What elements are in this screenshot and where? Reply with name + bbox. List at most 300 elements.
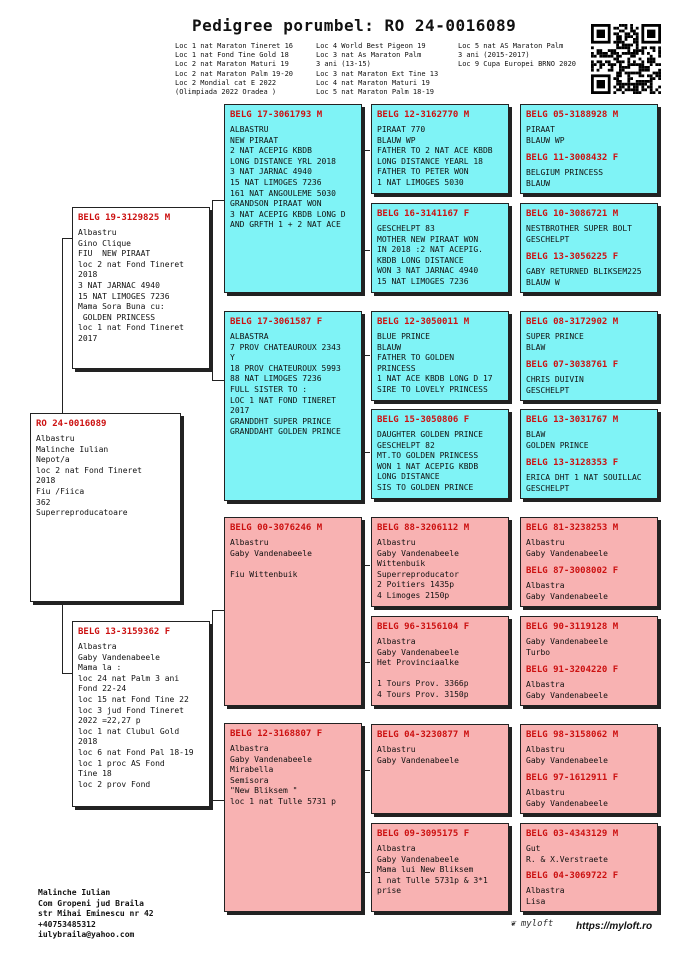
qr-module — [630, 55, 633, 58]
qr-module — [636, 27, 639, 30]
qr-module — [633, 72, 636, 75]
qr-module — [627, 46, 630, 49]
card-line: 2022 =22,27 p — [78, 716, 141, 726]
qr-module — [613, 49, 616, 52]
qr-module — [650, 83, 653, 86]
qr-module — [647, 86, 650, 89]
card-ggp-12 — [520, 660, 658, 706]
qr-module — [658, 72, 661, 75]
qr-module — [636, 83, 639, 86]
card-line: ALBASTRA — [230, 332, 269, 341]
card-line: GESCHELPT 83 — [377, 224, 435, 233]
qr-module — [625, 46, 628, 49]
qr-module — [636, 91, 639, 94]
qr-module — [591, 63, 594, 66]
achievement-line: Loc 2 nat Maraton Maturi 19 — [175, 60, 289, 69]
qr-module — [627, 77, 630, 80]
card-line: MOTHER NEW PIRAAT WON — [377, 234, 479, 244]
qr-module — [619, 83, 622, 86]
ring-number: BELG 05-3188928 M — [526, 110, 619, 120]
card-line: Albastru — [230, 538, 269, 547]
qr-module — [655, 74, 658, 77]
qr-module — [641, 86, 644, 89]
qr-module — [591, 55, 594, 58]
qr-module — [650, 74, 653, 77]
qr-module — [616, 77, 619, 80]
qr-module — [616, 44, 619, 47]
qr-module — [611, 69, 614, 72]
qr-module — [636, 35, 639, 38]
qr-module — [625, 88, 628, 91]
ring-number: BELG 13-3031767 M — [526, 415, 619, 425]
ring-number: BELG 13-3128353 F — [526, 458, 619, 468]
card-line: Albastra — [526, 581, 565, 590]
card-dds — [371, 724, 509, 814]
ring-number: BELG 11-3008432 F — [526, 153, 619, 163]
qr-module — [636, 72, 639, 75]
qr-module — [627, 44, 630, 47]
card-line: FATHER TO PETER WON — [377, 167, 469, 177]
qr-module — [644, 69, 647, 72]
achievement-line: (Olimpiada 2022 Oradea ) — [175, 88, 277, 97]
qr-module — [655, 72, 658, 75]
qr-module — [636, 32, 639, 35]
card-line: Gaby Vandenabeele — [377, 548, 459, 558]
card-line: loc 1 nat Clubul Gold — [78, 726, 180, 736]
card-line: GRANDDHT SUPER PRINCE — [230, 416, 332, 426]
card-line: 161 NAT ANGOULEME 5030 — [230, 188, 336, 198]
qr-finder — [597, 80, 605, 88]
card-line: Albastru — [78, 228, 117, 237]
qr-module — [625, 72, 628, 75]
ring-number: BELG 15-3050806 F — [377, 415, 470, 425]
qr-module — [627, 32, 630, 35]
card-line: 2018 — [78, 737, 98, 747]
card-line: SUPER PRINCE — [526, 332, 584, 341]
qr-module — [653, 58, 656, 61]
qr-module — [630, 52, 633, 55]
connector — [212, 200, 213, 380]
qr-module — [602, 52, 605, 55]
qr-module — [622, 46, 625, 49]
qr-module — [611, 66, 614, 69]
card-line: Semisora — [230, 775, 269, 785]
qr-module — [639, 49, 642, 52]
qr-module — [622, 60, 625, 63]
owner-contact — [38, 888, 154, 941]
ring-number: BELG 13-3159362 F — [78, 627, 171, 637]
qr-module — [658, 77, 661, 80]
card-line: SIRE TO LOVELY PRINCESS — [377, 384, 488, 394]
card-line: GRANDDAHT GOLDEN PRINCE — [230, 427, 341, 437]
card-line: 2017 — [78, 333, 98, 343]
card-line: loc 2 nat Fond Tineret — [78, 259, 184, 269]
ring-number: BELG 07-3038761 F — [526, 360, 619, 370]
qr-module — [597, 69, 600, 72]
qr-module — [616, 83, 619, 86]
qr-module — [622, 44, 625, 47]
qr-module — [639, 83, 642, 86]
achievement-line: Loc 1 nat Fond Tine Gold 18 — [175, 51, 289, 60]
qr-module — [619, 46, 622, 49]
qr-module — [591, 69, 594, 72]
qr-module — [641, 74, 644, 77]
qr-module — [605, 52, 608, 55]
qr-module — [619, 60, 622, 63]
qr-module — [625, 35, 628, 38]
card-line: FIU NEW PIRAAT — [78, 249, 151, 259]
card-line: DAUGHTER GOLDEN PRINCE — [377, 430, 483, 439]
qr-module — [594, 63, 597, 66]
qr-module — [630, 30, 633, 33]
card-line: Mama Sora Buna cu: — [78, 302, 165, 312]
qr-module — [658, 86, 661, 89]
qr-module — [605, 60, 608, 63]
card-line: 4 Tours Prov. 3150p — [377, 689, 469, 699]
card-line: BLAUW — [526, 178, 551, 188]
qr-module — [641, 80, 644, 83]
qr-module — [616, 58, 619, 61]
card-line: loc 1 proc AS Fond — [78, 758, 165, 768]
ring-number: BELG 98-3158062 M — [526, 730, 619, 740]
qr-module — [636, 44, 639, 47]
card-line: loc 2 nat Fond Tineret — [36, 465, 142, 475]
card-line: Mirabella — [230, 765, 274, 775]
qr-module — [653, 60, 656, 63]
card-line: R. & X.Verstraete — [526, 854, 608, 864]
qr-module — [627, 86, 630, 89]
qr-module — [602, 55, 605, 58]
qr-module — [650, 80, 653, 83]
qr-module — [622, 52, 625, 55]
card-line: 2018 — [36, 476, 56, 486]
qr-module — [622, 41, 625, 44]
qr-module — [627, 88, 630, 91]
card-line: prise — [377, 886, 402, 896]
qr-module — [619, 24, 622, 27]
site-link[interactable]: https://myloft.ro — [576, 921, 653, 932]
card-ggp-4 — [520, 247, 658, 293]
connector — [362, 662, 370, 663]
card-line: Gaby Vandenabeele — [526, 548, 608, 558]
card-line: Gaby Vandenabeele — [377, 854, 459, 864]
card-line: GOLDEN PRINCESS — [78, 312, 156, 322]
achievement-line: Loc 9 Cupa Europei BRNO 2020 — [458, 60, 577, 69]
card-line: 3 NAT ACEPIG KBDB LONG D — [230, 209, 346, 219]
qr-module — [619, 69, 622, 72]
qr-module — [616, 74, 619, 77]
connector — [212, 800, 224, 801]
achievements-col-1 — [175, 42, 293, 97]
card-line: GOLDEN PRINCE — [526, 440, 589, 450]
qr-module — [616, 88, 619, 91]
qr-module — [597, 60, 600, 63]
connector — [62, 238, 72, 239]
qr-module — [597, 49, 600, 52]
card-line: loc 15 nat Fond Tine 22 — [78, 694, 189, 704]
qr-module — [619, 55, 622, 58]
qr-module — [616, 32, 619, 35]
card-line: Het Provinciaalke — [377, 658, 459, 668]
qr-module — [650, 60, 653, 63]
card-line: LONG DISTANCE YRL 2018 — [230, 156, 336, 166]
qr-module — [647, 60, 650, 63]
card-line: Albastru — [526, 538, 565, 547]
contact-line: str Mihai Eminescu nr 42 — [38, 909, 154, 918]
qr-module — [602, 63, 605, 66]
card-line: GRANDSON PIRAAT WON — [230, 199, 322, 209]
card-line: FATHER TO 2 NAT ACE KBDB — [377, 146, 493, 156]
card-line: "New Bliksem " — [230, 786, 298, 796]
qr-module — [599, 52, 602, 55]
ring-number: BELG 13-3056225 F — [526, 252, 619, 262]
qr-module — [653, 49, 656, 52]
qr-module — [625, 44, 628, 47]
qr-module — [647, 80, 650, 83]
card-line: BLAUW W — [526, 277, 560, 287]
card-line: SIS TO GOLDEN PRINCE — [377, 482, 474, 492]
qr-module — [613, 27, 616, 30]
card-line: IN 2018 :2 NAT ACEPIG. — [377, 245, 483, 255]
card-line: LOC 1 NAT FOND TINERET — [230, 395, 336, 405]
card-line: ALBASTRU — [230, 125, 269, 134]
card-line: Mama la : — [78, 663, 122, 673]
ring-number: BELG 12-3168807 F — [230, 729, 323, 739]
qr-module — [616, 80, 619, 83]
card-line: loc 1 nat Tulle 5731 p — [230, 796, 336, 806]
qr-module — [641, 46, 644, 49]
card-line: loc 24 nat Palm 3 ani — [78, 673, 180, 683]
qr-module — [613, 58, 616, 61]
qr-module — [636, 86, 639, 89]
card-line: AND GRFTH 1 + 2 NAT ACE — [230, 220, 341, 230]
card-line: Wittenbuik — [377, 559, 426, 569]
qr-module — [625, 66, 628, 69]
qr-module — [633, 32, 636, 35]
qr-module — [641, 52, 644, 55]
qr-module — [599, 63, 602, 66]
qr-module — [627, 58, 630, 61]
connector — [212, 380, 224, 381]
qr-module — [608, 60, 611, 63]
qr-module — [658, 69, 661, 72]
qr-module — [653, 77, 656, 80]
card-line: Gut — [526, 844, 541, 853]
card-line: Albastru — [377, 538, 416, 547]
qr-module — [625, 24, 628, 27]
card-line: Gaby Vandenabeele — [526, 690, 608, 700]
card-line: Gino Clique — [78, 238, 131, 248]
achievement-line: 3 ani (13-15) — [316, 60, 371, 69]
card-ggp-14 — [520, 768, 658, 814]
card-ggp-8 — [520, 453, 658, 499]
page-title: Pedigree porumbel: RO 24-0016089 — [192, 16, 517, 35]
card-line: Gaby Vandenabeele — [526, 798, 608, 808]
qr-module — [599, 49, 602, 52]
qr-module — [616, 72, 619, 75]
qr-module — [594, 55, 597, 58]
ring-number: BELG 12-3050011 M — [377, 317, 470, 327]
card-line: Gaby Vandenabeele — [230, 548, 312, 558]
card-line: 2018 — [78, 270, 98, 280]
qr-module — [616, 27, 619, 30]
qr-module — [605, 55, 608, 58]
connector — [362, 355, 370, 356]
qr-module — [630, 44, 633, 47]
qr-module — [633, 88, 636, 91]
ring-number: BELG 10-3086721 M — [526, 209, 619, 219]
qr-module — [616, 38, 619, 41]
qr-module — [627, 74, 630, 77]
qr-module — [644, 66, 647, 69]
qr-module — [636, 80, 639, 83]
achievement-line: Loc 2 nat Maraton Palm 19-20 — [175, 69, 294, 78]
qr-module — [650, 88, 653, 91]
card-ssd — [371, 203, 509, 293]
qr-module — [608, 63, 611, 66]
achievement-line: Loc 4 World Best Pigeon 19 — [316, 42, 426, 50]
card-dss — [371, 517, 509, 607]
qr-module — [630, 27, 633, 30]
ring-number: BELG 88-3206112 M — [377, 523, 470, 533]
card-line: BELGIUM PRINCESS — [526, 168, 604, 177]
qr-module — [622, 30, 625, 33]
qr-module — [633, 91, 636, 94]
qr-module — [658, 91, 661, 94]
card-line: 4 Limoges 2150p — [377, 590, 450, 600]
qr-module — [633, 38, 636, 41]
card-line: ERICA DHT 1 NAT SOUILLAC — [526, 473, 642, 482]
qr-module — [633, 86, 636, 89]
card-line: loc 1 nat Fond Tineret — [78, 323, 184, 333]
card-sss — [371, 104, 509, 194]
qr-module — [630, 77, 633, 80]
qr-module — [619, 88, 622, 91]
qr-module — [650, 86, 653, 89]
qr-module — [616, 60, 619, 63]
ring-number: BELG 08-3172902 M — [526, 317, 619, 327]
ring-number: BELG 96-3156104 F — [377, 622, 470, 632]
card-line: CHRIS DUIVIN — [526, 375, 584, 384]
qr-module — [639, 72, 642, 75]
connector — [362, 150, 370, 151]
card-line: PRINCESS — [377, 363, 416, 373]
card-line: 15 NAT LIMOGES 7236 — [377, 276, 469, 286]
qr-module — [633, 30, 636, 33]
qr-module — [650, 91, 653, 94]
qr-module — [625, 83, 628, 86]
card-line: Gaby Vandenabeele — [526, 591, 608, 601]
qr-module — [644, 88, 647, 91]
card-dam — [72, 621, 210, 807]
card-line: FATHER TO GOLDEN — [377, 353, 455, 363]
card-line: PIRAAT 770 — [377, 125, 426, 134]
card-line — [230, 559, 356, 570]
card-line: Albastra — [230, 744, 269, 753]
qr-module — [627, 63, 630, 66]
qr-module — [619, 30, 622, 33]
qr-module — [644, 83, 647, 86]
connector — [362, 452, 370, 453]
qr-module — [625, 32, 628, 35]
card-dam-dam — [224, 723, 362, 912]
ring-number: BELG 03-4343129 M — [526, 829, 619, 839]
qr-module — [658, 46, 661, 49]
qr-module — [636, 63, 639, 66]
qr-module — [613, 63, 616, 66]
qr-module — [616, 46, 619, 49]
connector — [362, 770, 370, 771]
qr-module — [633, 49, 636, 52]
card-line: 7 PROV CHATEAUROUX 2343 — [230, 342, 341, 352]
qr-module — [641, 49, 644, 52]
achievement-line: Loc 3 nat As Maraton Palm — [316, 51, 422, 60]
qr-finder — [597, 30, 605, 38]
card-line: Albastru — [36, 434, 75, 443]
card-line: loc 6 nat Fond Pal 18-19 — [78, 747, 194, 757]
qr-module — [619, 86, 622, 89]
card-line: PIRAAT — [526, 125, 555, 134]
qr-module — [622, 69, 625, 72]
ring-number: BELG 17-3061793 M — [230, 110, 323, 120]
card-dsd — [371, 616, 509, 706]
qr-module — [619, 35, 622, 38]
qr-module — [619, 41, 622, 44]
achievements-col-2 — [316, 42, 438, 97]
myloft-logo — [510, 919, 553, 929]
ring-number: BELG 90-3119128 M — [526, 622, 619, 632]
card-line: BLAUW WP — [526, 135, 565, 145]
qr-module — [622, 24, 625, 27]
card-line: NESTBROTHER SUPER BOLT — [526, 224, 632, 233]
card-ggp-6 — [520, 355, 658, 401]
qr-module — [613, 32, 616, 35]
qr-module — [630, 35, 633, 38]
card-subject — [30, 413, 181, 602]
card-line: KBDB LONG DISTANCE — [377, 255, 464, 265]
card-sdd — [371, 409, 509, 499]
card-line: 2017 — [230, 406, 250, 416]
ring-number: BELG 19-3129825 M — [78, 213, 171, 223]
qr-module — [641, 60, 644, 63]
qr-module — [608, 49, 611, 52]
qr-module — [633, 60, 636, 63]
card-line: Superreproducatoare — [36, 508, 128, 518]
card-line: Fiu /Fiica — [36, 486, 85, 496]
qr-module — [639, 74, 642, 77]
card-line: Malinche Iulian — [36, 444, 109, 454]
card-ggp-2 — [520, 148, 658, 194]
achievements-col-3 — [458, 42, 576, 70]
card-line: Gaby Vandenabeele — [377, 755, 459, 765]
contact-line: iulybraila@yahoo.com — [38, 930, 135, 939]
qr-module — [658, 49, 661, 52]
qr-module — [611, 52, 614, 55]
connector — [62, 673, 72, 674]
qr-code-icon — [591, 24, 661, 94]
ring-number: BELG 87-3008002 F — [526, 566, 619, 576]
qr-module — [630, 72, 633, 75]
qr-module — [636, 88, 639, 91]
qr-module — [591, 60, 594, 63]
card-line: Gaby Vandenabeele — [526, 755, 608, 765]
qr-module — [591, 66, 594, 69]
qr-module — [630, 83, 633, 86]
qr-module — [641, 69, 644, 72]
card-line: 1 NAT ACE KBDB LONG D 17 — [377, 374, 493, 384]
card-line: Gaby Vandenabeele — [230, 754, 312, 764]
qr-module — [636, 52, 639, 55]
